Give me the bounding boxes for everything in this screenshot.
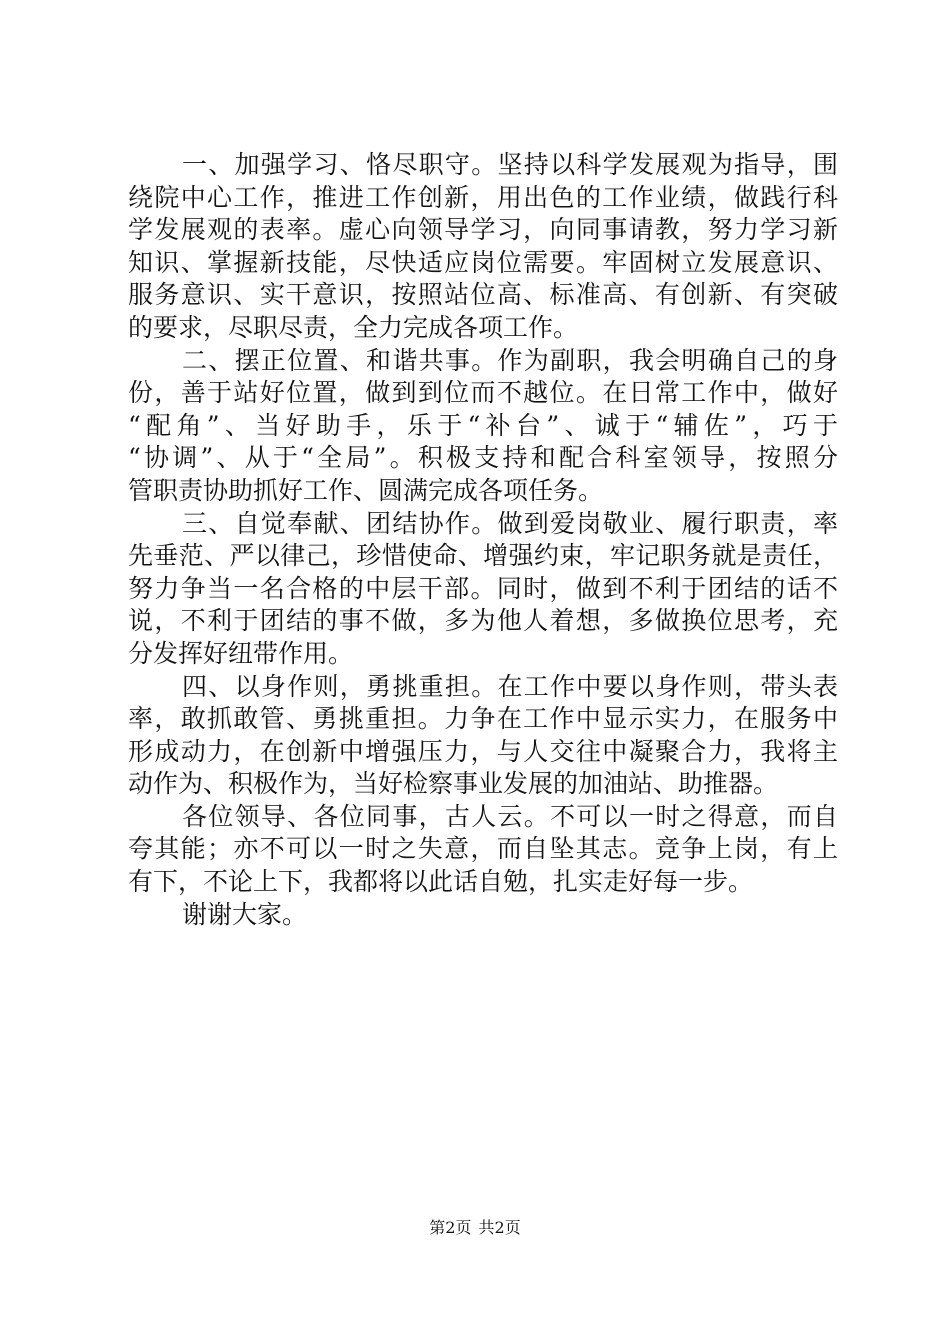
text-line: 服务意识、实干意识，按照站位高、标准高、有创新、有突破: [128, 280, 838, 310]
text-line: 有下，不论上下，我都将以此话自勉，扎实走好每一步。: [128, 867, 754, 897]
text-line: 一、加强学习、恪尽职守。坚持以科学发展观为指导，围: [182, 150, 838, 179]
text-line: 知识、掌握新技能，尽快适应岗位需要。牢固树立发展意识、: [128, 247, 838, 277]
text-line: 动作为、积极作为，当好检察事业发展的加油站、助推器。: [128, 769, 779, 799]
paragraph-2: [128, 345, 838, 508]
paragraph-4: [128, 671, 838, 801]
text-line: 努力争当一名合格的中层干部。同时，做到不利于团结的话不: [128, 573, 838, 603]
text-line: 的要求，尽职尽责，全力完成各项工作。: [128, 312, 579, 342]
text-line: 率，敢抓敢管、勇挑重担。力争在工作中显示实力，在服务中: [128, 704, 838, 734]
text-line: 说，不利于团结的事不做，多为他人着想，多做换位思考，充: [128, 606, 838, 636]
page-footer: [0, 1216, 950, 1240]
text-line: 分发挥好纽带作用。: [128, 638, 354, 668]
paragraph-5: [128, 801, 838, 899]
text-line: 绕院中心工作，推进工作创新，用出色的工作业绩，做践行科: [128, 182, 838, 212]
text-line: “协调”、从于“全局”。积极支持和配合科室领导，按照分: [128, 443, 838, 473]
page-number: 第2页: [429, 1218, 472, 1237]
text-line: 夸其能；亦不可以一时之失意，而自坠其志。竞争上岗，有上: [128, 834, 838, 864]
paragraph-3: [128, 508, 838, 671]
paragraph-closing: [128, 899, 838, 932]
text-line: “配角”、当好助手，乐于“补台”、诚于“辅佐”，巧于: [128, 410, 838, 440]
paragraph-1: [128, 149, 838, 345]
text-line: 谢谢大家。: [182, 899, 308, 929]
text-line: 份，善于站好位置，做到到位而不越位。在日常工作中，做好: [128, 378, 838, 408]
document-body: [128, 149, 838, 931]
text-line: 二、摆正位置、和谐共事。作为副职，我会明确自己的身: [182, 345, 838, 375]
text-line: 学发展观的表率。虚心向领导学习，向同事请教，努力学习新: [128, 215, 838, 245]
text-line: 先垂范、严以律己，珍惜使命、增强约束，牢记职务就是责任，: [128, 541, 838, 571]
text-line: 各位领导、各位同事，古人云。不可以一时之得意，而自: [182, 801, 838, 831]
text-line: 三、自觉奉献、团结协作。做到爱岗敬业、履行职责，率: [182, 508, 838, 538]
text-line: 四、以身作则，勇挑重担。在工作中要以身作则，带头表: [182, 671, 838, 701]
text-line: 形成动力，在创新中增强压力，与人交往中凝聚合力，我将主: [128, 736, 838, 766]
page-total: 共2页: [478, 1218, 521, 1237]
text-line: 管职责协助抓好工作、圆满完成各项任务。: [128, 475, 604, 505]
